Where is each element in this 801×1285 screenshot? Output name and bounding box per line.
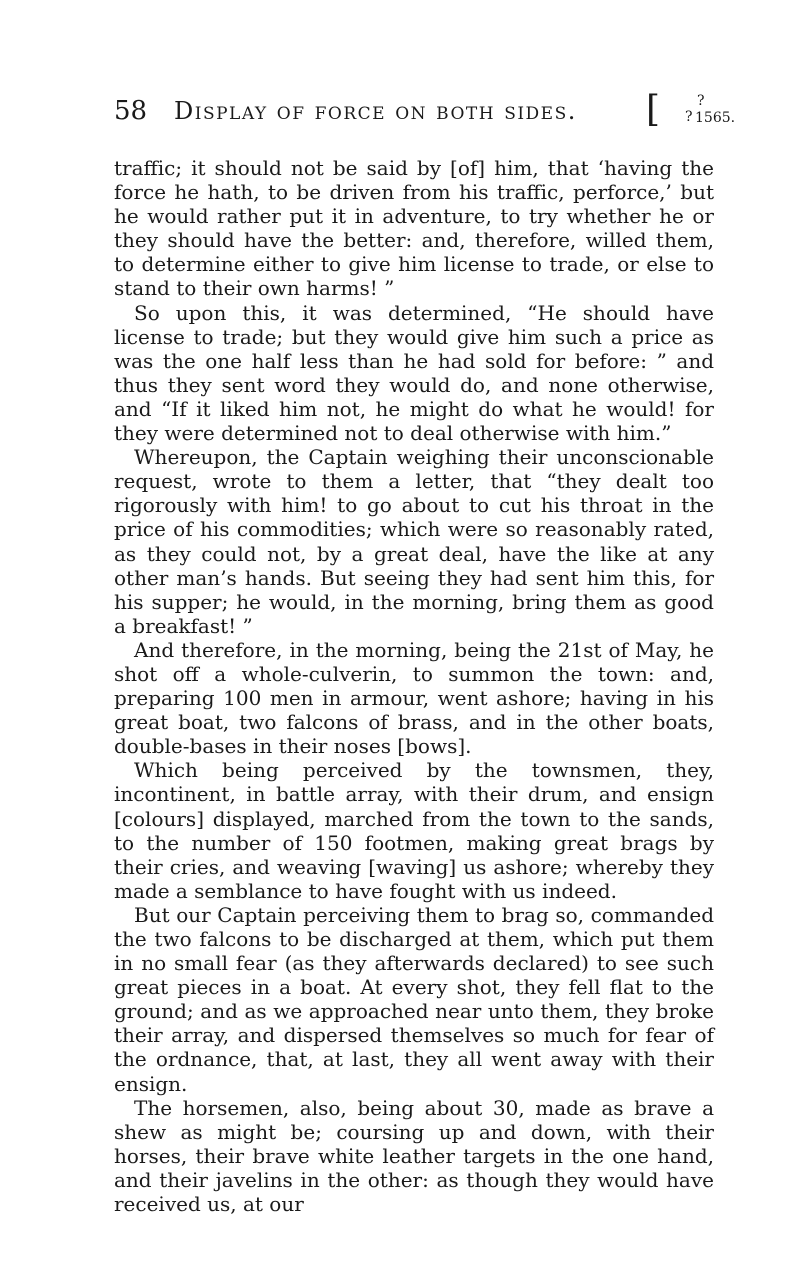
page-number: 58	[114, 96, 148, 126]
paragraph: But our Captain perceiving them to brag so, commanded the two falcons to be discharged at them, which put them in no small fear (as they afterwards declared) to see such great pieces in a boat. At every shot, they fell flat to the ground; and as we approached near unto them, they broke their array, and dispersed themselves so much for fear of the ordnance, that, at last, they all went away with their ensign.	[114, 902, 714, 1096]
paragraph: Which being perceived by the townsmen, they, incontinent, in battle array, with their drum, and ensign [colours] displayed, marched from the town to the sands, to the number of 150 footmen, making great brags by their cries, and weaving [waving] us ashore; whereby they made a semblance to have fought with us indeed.	[114, 758, 714, 903]
paragraph-continuation: traffic; it should not be said by [of] him, that ‘having the force he hath, to be driven from his traffic, perforce,’ but he would rather put it in adventure, to try whether he or they should have the better: and, therefore, willed them, to determine either to give him license to trade, or else to stand to their own harms! ”	[114, 156, 714, 301]
date-bracket: [	[646, 89, 661, 130]
date-query-mark-upper: ?	[697, 93, 705, 109]
paragraph: So upon this, it was determined, “He should have license to trade; but they would give him such a price as was the one half less than he had sold for before: ” and thus they sent word they would do, and none otherwise, and “If it liked him not, he might do what he would! for they were determined not to deal otherwise with him.”	[114, 300, 714, 446]
paragraph: Whereupon, the Captain weighing their unconscionable request, wrote to them a letter, that “they dealt too rigorously with him! to go about to cut his throat in the price of his commodities; which were so reasonably rated, as they could not, by a great deal, have the like at any other man’s hands. But seeing they had sent him this, for his supper; he would, in the morning, bring them as good a breakfast! ”	[114, 445, 714, 638]
date-year: 1565.	[695, 110, 736, 126]
paragraph: And therefore, in the morning, being the 21st of May, he shot off a whole-culverin, to summon the town: and, preparing 100 men in armour, went ashore; having in his great boat, two falcons of brass, and in the other boats, double-bases in their noses [bows].	[114, 637, 714, 759]
date-query-mark: ?	[685, 109, 693, 125]
running-head: Display of force on both sides.	[174, 97, 577, 125]
page-header	[114, 89, 736, 146]
paragraph: The horsemen, also, being about 30, made as brave a shew as might be; coursing up and down, with their horses, their brave white leather targets in the one hand, and their javelins in the other: as though they would have received us, at our	[114, 1095, 714, 1217]
marginal-date	[669, 93, 736, 136]
body-text	[114, 156, 714, 1216]
